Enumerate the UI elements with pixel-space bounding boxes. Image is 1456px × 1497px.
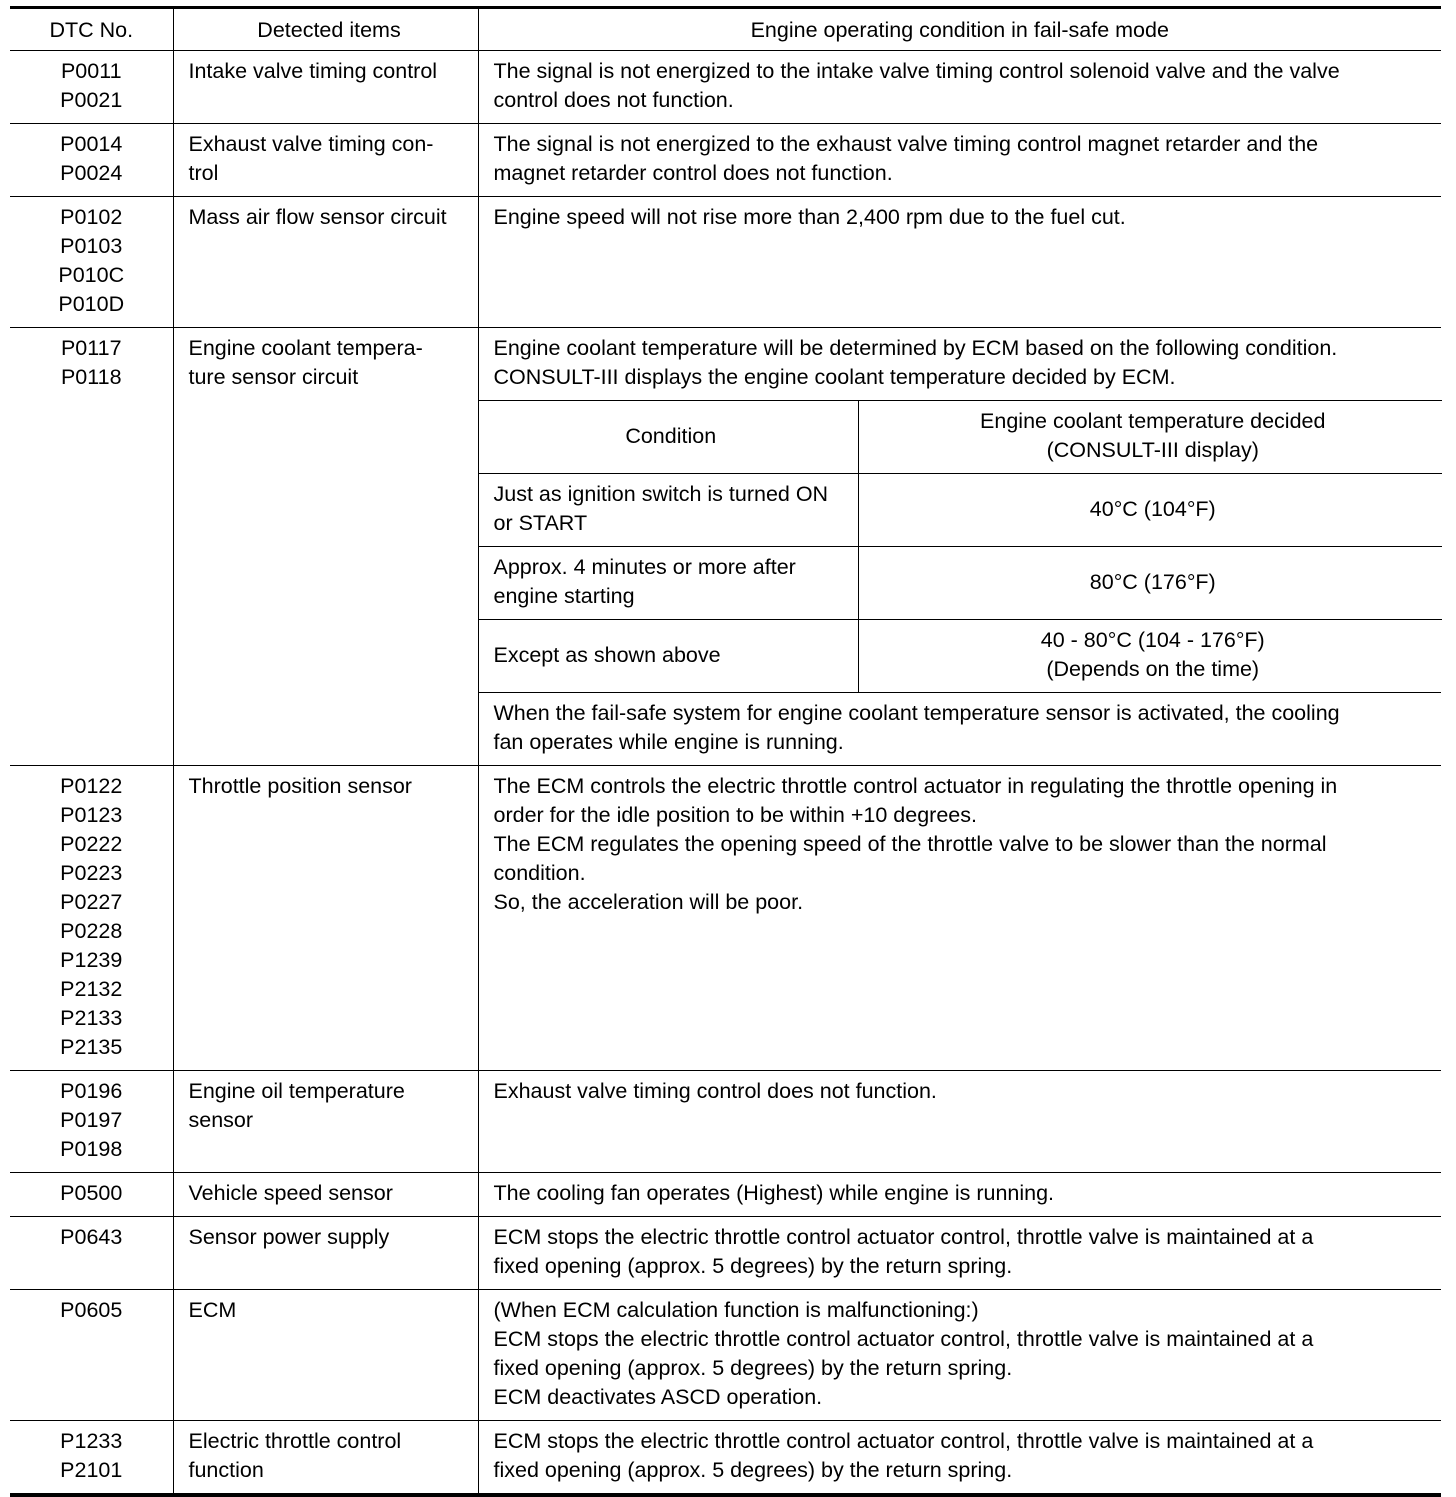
text-line: P0500 xyxy=(60,1181,123,1205)
text-line: 80°C (176°F) xyxy=(1089,569,1216,594)
dtc-code-list xyxy=(14,772,169,1062)
text-line: function xyxy=(188,1458,264,1482)
detected-item-cell xyxy=(173,1071,478,1173)
text-line: fixed opening (approx. 5 degrees) by the return spring. xyxy=(493,1458,1013,1482)
subtable-row xyxy=(479,474,1442,547)
dtc-cell xyxy=(10,1421,173,1496)
condition-text xyxy=(494,1179,1428,1208)
dtc-cell xyxy=(10,124,173,197)
header-engine-condition: Engine operating condition in fail-safe mode xyxy=(478,8,1441,51)
text-line: P1239 xyxy=(60,948,123,972)
header-row xyxy=(10,8,1441,51)
text-line: The cooling fan operates (Highest) while engine is running. xyxy=(493,1181,1055,1205)
subtable-row xyxy=(479,547,1442,620)
text-line: condition. xyxy=(493,861,586,885)
dtc-code-list xyxy=(14,1077,169,1164)
text-line: P0223 xyxy=(60,861,123,885)
text-line: P0643 xyxy=(60,1225,123,1249)
detected-item-cell xyxy=(173,766,478,1071)
dtc-code-list xyxy=(14,203,169,319)
table-row xyxy=(10,197,1441,328)
text-line: P0198 xyxy=(60,1137,123,1161)
text-line: The signal is not energized to the exhaust valve timing control magnet retarder and the xyxy=(493,132,1319,156)
text-line: So, the acceleration will be poor. xyxy=(493,890,804,914)
text-line: P2135 xyxy=(60,1035,123,1059)
text-line: P0102 xyxy=(60,205,123,229)
detected-item-text xyxy=(189,1223,468,1252)
condition-cell xyxy=(478,1173,1441,1217)
subtable-header-condition: Condition xyxy=(479,401,859,474)
subtable-header-temperature xyxy=(859,401,1442,474)
subtable-temperature-text xyxy=(874,568,1432,597)
text-line: 40°C (104°F) xyxy=(1089,496,1216,521)
condition-text xyxy=(494,130,1428,188)
table-header xyxy=(10,8,1441,51)
dtc-code-list xyxy=(14,57,169,115)
condition-cell xyxy=(478,328,1441,766)
subtable-header-temperature-text xyxy=(874,407,1432,465)
text-line: P0021 xyxy=(60,88,123,112)
text-line: fixed opening (approx. 5 degrees) by the return spring. xyxy=(493,1254,1013,1278)
text-line: ture sensor circuit xyxy=(188,365,359,389)
dtc-cell xyxy=(10,1071,173,1173)
subtable-temperature-cell xyxy=(859,547,1442,620)
dtc-code-list xyxy=(14,1296,169,1325)
condition-text xyxy=(494,203,1428,232)
text-line: The ECM controls the electric throttle control actuator in regulating the throttle opening in xyxy=(493,774,1338,798)
coolant-footer-text xyxy=(479,692,1442,765)
condition-text xyxy=(494,1296,1428,1412)
detected-item-cell xyxy=(173,197,478,328)
table-row xyxy=(10,1290,1441,1421)
text-line: The signal is not energized to the intake valve timing control solenoid valve and the valve xyxy=(493,59,1340,83)
detected-item-text xyxy=(189,334,468,392)
subtable-temperature-cell xyxy=(859,620,1442,693)
condition-cell xyxy=(478,197,1441,328)
text-line: (CONSULT-III display) xyxy=(1046,438,1259,462)
dtc-cell xyxy=(10,328,173,766)
text-line: Just as ignition switch is turned ON xyxy=(493,482,829,506)
text-line: Mass air flow sensor circuit xyxy=(188,205,447,229)
dtc-cell xyxy=(10,1290,173,1421)
text-line: order for the idle position to be within +10 degrees. xyxy=(493,803,977,827)
text-line: ECM stops the electric throttle control actuator control, throttle valve is maintained at a xyxy=(493,1327,1314,1351)
coolant-intro-text xyxy=(479,328,1442,400)
text-line: (When ECM calculation function is malfunctioning:) xyxy=(493,1298,979,1322)
text-line: P1233 xyxy=(60,1429,123,1453)
table-row xyxy=(10,328,1441,766)
table-row xyxy=(10,124,1441,197)
text-line: P0122 xyxy=(60,774,123,798)
table-row xyxy=(10,1421,1441,1496)
text-line: P0011 xyxy=(60,59,122,83)
subtable-row xyxy=(479,620,1442,693)
subtable-condition-text xyxy=(494,553,849,611)
text-line: Engine coolant temperature decided xyxy=(980,409,1326,433)
condition-cell xyxy=(478,1290,1441,1421)
condition-cell xyxy=(478,1217,1441,1290)
text-line: magnet retarder control does not function. xyxy=(493,161,893,185)
table-row xyxy=(10,766,1441,1071)
table-row xyxy=(10,1071,1441,1173)
detected-item-cell xyxy=(173,124,478,197)
condition-text xyxy=(494,772,1428,917)
subtable-temperature-text xyxy=(874,626,1432,684)
detected-item-text xyxy=(189,130,468,188)
text-line: Exhaust valve timing control does not function. xyxy=(493,1079,937,1103)
text-line: fan operates while engine is running. xyxy=(493,730,844,754)
text-line: P010C xyxy=(58,263,125,287)
text-line: (Depends on the time) xyxy=(1046,657,1260,681)
text-line: P0118 xyxy=(60,365,122,389)
detected-item-cell xyxy=(173,1421,478,1496)
detected-item-cell xyxy=(173,328,478,766)
text-line: Sensor power supply xyxy=(188,1225,390,1249)
text-line: Approx. 4 minutes or more after xyxy=(493,555,796,579)
table-row xyxy=(10,51,1441,124)
text-line: Vehicle speed sensor xyxy=(188,1181,393,1205)
detected-item-text xyxy=(189,1296,468,1325)
table-row xyxy=(10,1217,1441,1290)
dtc-code-list xyxy=(14,334,169,392)
text-line: P2133 xyxy=(60,1006,123,1030)
dtc-code-list xyxy=(14,1223,169,1252)
dtc-code-list xyxy=(14,1427,169,1485)
subtable-temperature-cell xyxy=(859,474,1442,547)
detected-item-text xyxy=(189,1179,468,1208)
detected-item-cell xyxy=(173,1290,478,1421)
condition-text xyxy=(494,57,1428,115)
table-body xyxy=(10,51,1441,1496)
text-line: ECM stops the electric throttle control actuator control, throttle valve is maintained at a xyxy=(493,1225,1314,1249)
condition-cell xyxy=(478,1071,1441,1173)
text-line: P2101 xyxy=(60,1458,123,1482)
text-line: P0197 xyxy=(60,1108,123,1132)
detected-item-cell xyxy=(173,1217,478,1290)
dtc-cell xyxy=(10,51,173,124)
text-line: P0227 xyxy=(60,890,123,914)
coolant-condition-table xyxy=(479,400,1442,692)
table-row xyxy=(10,1173,1441,1217)
detected-item-cell xyxy=(173,51,478,124)
text-line: engine starting xyxy=(493,584,635,608)
text-line: ECM deactivates ASCD operation. xyxy=(493,1385,823,1409)
text-line: fixed opening (approx. 5 degrees) by the return spring. xyxy=(493,1356,1013,1380)
text-line: control does not function. xyxy=(493,88,734,112)
text-line: P0605 xyxy=(60,1298,123,1322)
text-line: Except as shown above xyxy=(493,642,721,667)
fail-safe-table xyxy=(10,6,1441,1497)
text-line: The ECM regulates the opening speed of the throttle valve to be slower than the normal xyxy=(493,832,1327,856)
text-line: P010D xyxy=(58,292,125,316)
text-line: P0222 xyxy=(60,832,123,856)
condition-text xyxy=(494,1077,1428,1106)
condition-text xyxy=(494,1427,1428,1485)
text-line: or START xyxy=(493,511,588,535)
text-line: P0014 xyxy=(60,132,123,156)
text-line: P0024 xyxy=(60,161,123,185)
text-line: Engine speed will not rise more than 2,400 rpm due to the fuel cut. xyxy=(493,205,1126,229)
header-detected-items: Detected items xyxy=(173,8,478,51)
header-dtc-no: DTC No. xyxy=(10,8,173,51)
text-line: CONSULT-III displays the engine coolant temperature decided by ECM. xyxy=(493,365,1176,389)
subtable-condition-text xyxy=(494,480,849,538)
text-line: ECM xyxy=(188,1298,237,1322)
detected-item-text xyxy=(189,772,468,801)
subtable-condition-cell xyxy=(479,547,859,620)
dtc-code-list xyxy=(14,1179,169,1208)
condition-text xyxy=(494,1223,1428,1281)
subtable-condition-cell xyxy=(479,620,859,693)
text-line: Throttle position sensor xyxy=(188,774,412,798)
detected-item-text xyxy=(189,1427,468,1485)
text-line: Engine coolant tempera- xyxy=(188,336,423,360)
fail-safe-table-container xyxy=(10,6,1441,1497)
condition-cell xyxy=(478,1421,1441,1496)
condition-cell xyxy=(478,124,1441,197)
text-line: Exhaust valve timing con- xyxy=(188,132,434,156)
text-line: P0228 xyxy=(60,919,123,943)
text-line: 40 - 80°C (104 - 176°F) xyxy=(1040,628,1265,652)
condition-cell xyxy=(478,766,1441,1071)
subtable-temperature-text xyxy=(874,495,1432,524)
text-line: When the fail-safe system for engine coolant temperature sensor is activated, the cooling xyxy=(493,701,1340,725)
dtc-cell xyxy=(10,766,173,1071)
dtc-code-list xyxy=(14,130,169,188)
subtable-header-row xyxy=(479,401,1442,474)
text-line: P0117 xyxy=(60,336,122,360)
text-line: Intake valve timing control xyxy=(188,59,438,83)
detected-item-text xyxy=(189,203,468,232)
text-line: P0196 xyxy=(60,1079,123,1103)
text-line: P0123 xyxy=(60,803,123,827)
dtc-cell xyxy=(10,1173,173,1217)
condition-cell xyxy=(478,51,1441,124)
subtable-condition-cell xyxy=(479,474,859,547)
text-line: P0103 xyxy=(60,234,123,258)
detected-item-text xyxy=(189,57,468,86)
text-line: trol xyxy=(188,161,219,185)
text-line: sensor xyxy=(188,1108,254,1132)
text-line: ECM stops the electric throttle control actuator control, throttle valve is maintained at a xyxy=(493,1429,1314,1453)
dtc-cell xyxy=(10,1217,173,1290)
text-line: Engine coolant temperature will be determined by ECM based on the following condition. xyxy=(493,336,1338,360)
dtc-cell xyxy=(10,197,173,328)
detected-item-cell xyxy=(173,1173,478,1217)
subtable-condition-text xyxy=(494,641,849,670)
text-line: P2132 xyxy=(60,977,123,1001)
text-line: Electric throttle control xyxy=(188,1429,402,1453)
text-line: Engine oil temperature xyxy=(188,1079,405,1103)
detected-item-text xyxy=(189,1077,468,1135)
